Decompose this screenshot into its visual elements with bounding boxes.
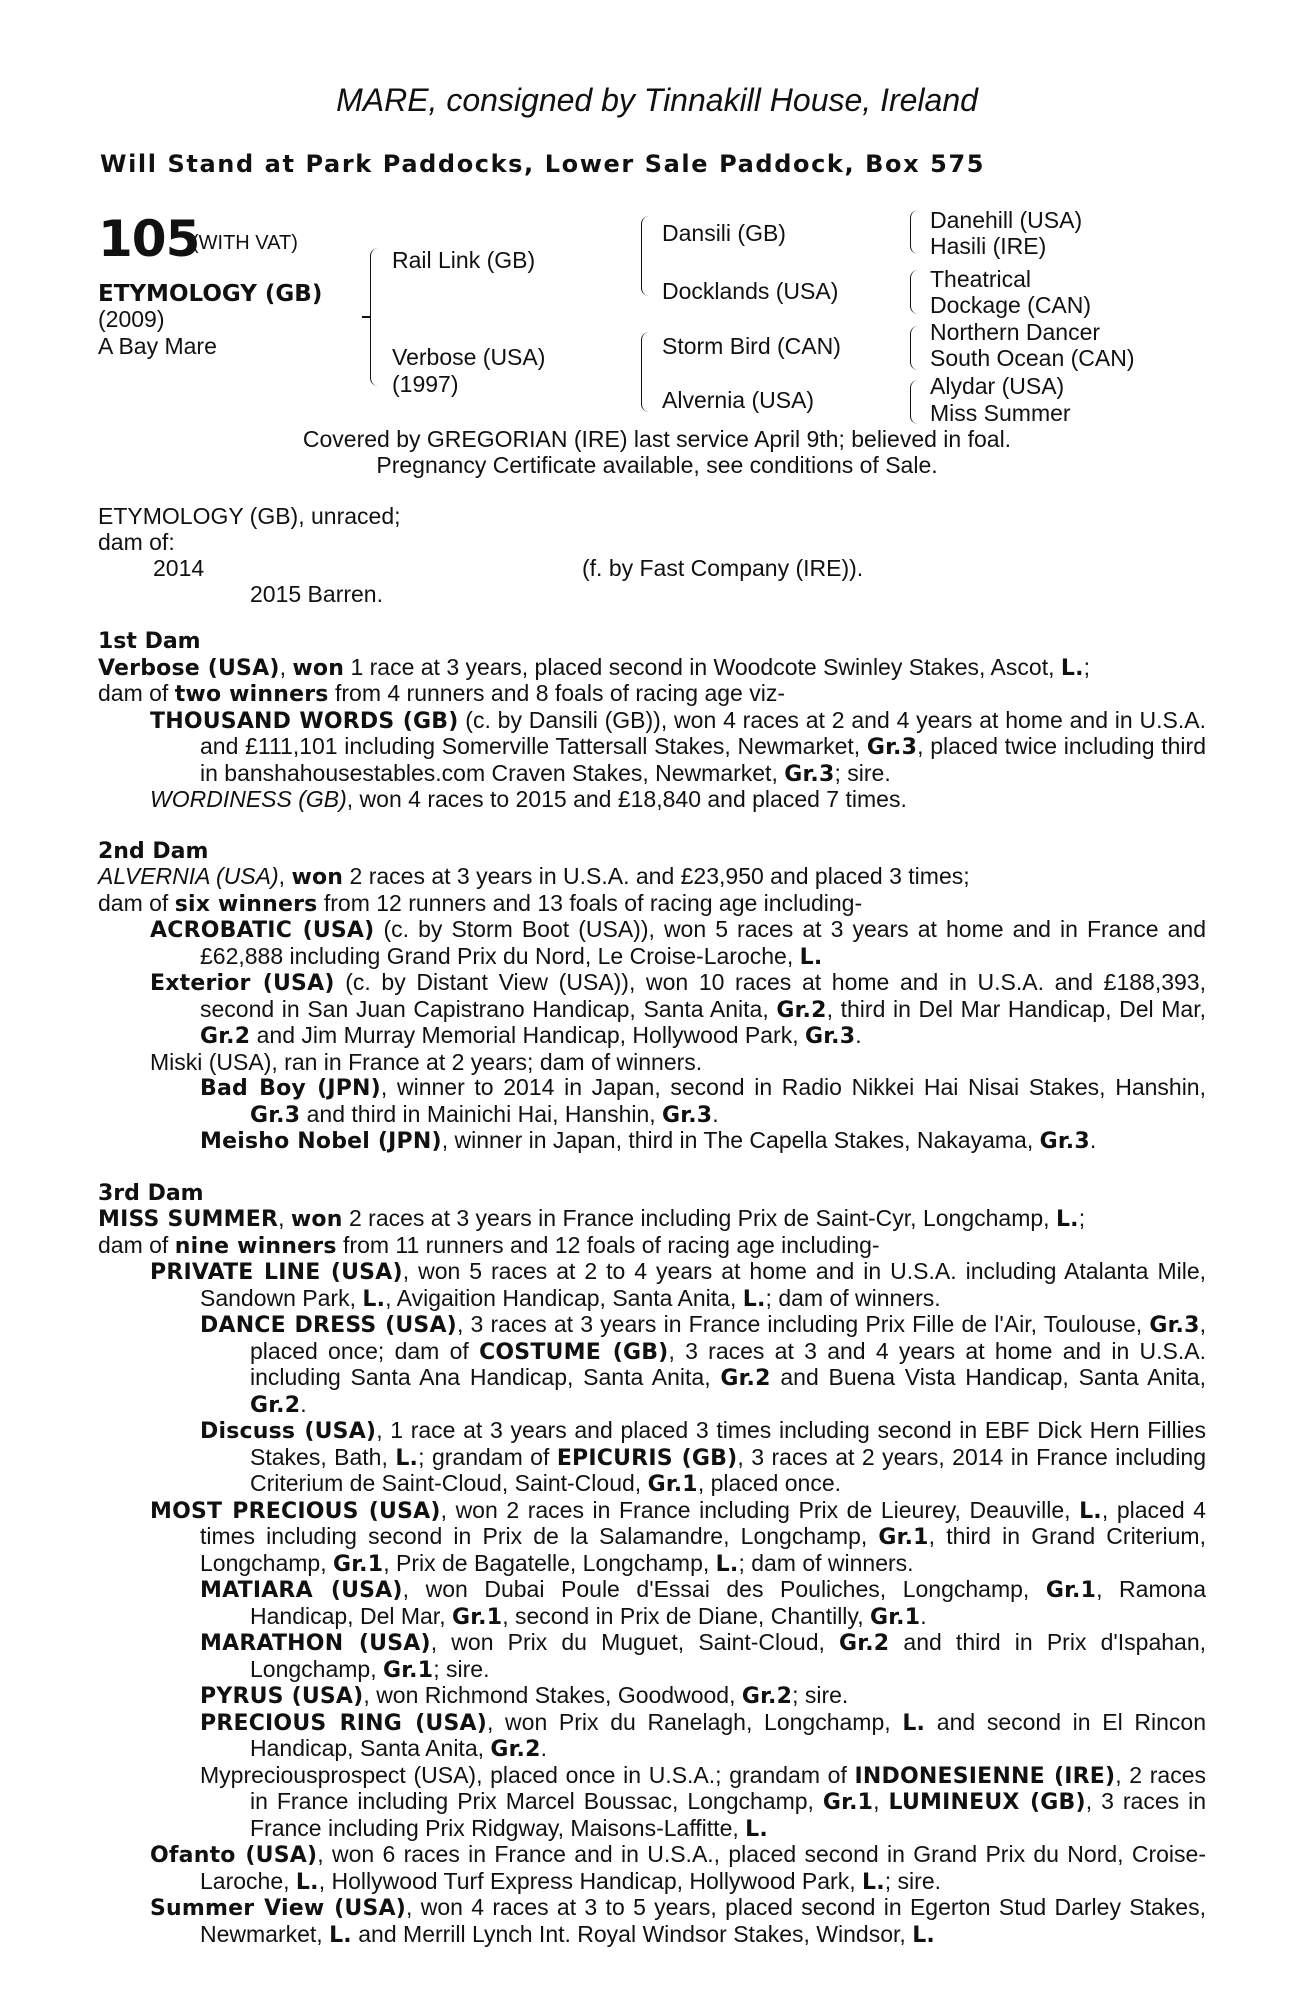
progeny-entry	[98, 1895, 1206, 1948]
pedigree-brace-g4	[910, 380, 918, 424]
text: , winner in Japan, third in The Capella Stakes, Nakayama,	[441, 1127, 1040, 1153]
text: ,	[873, 1788, 889, 1814]
text: , 1 race at 3 years and placed 3 times including second in EBF Dick Hern Fillies Stakes, Bath,	[250, 1417, 1206, 1470]
stand-location: Will Stand at Park Paddocks, Lower Sale Paddock, Box 575	[100, 150, 986, 178]
pedigree-dam-year: (1997)	[392, 371, 459, 397]
third-dam-produce-summary	[98, 1233, 1206, 1260]
grade: Gr.3	[866, 735, 918, 760]
progeny-name: THOUSAND WORDS (GB)	[150, 708, 459, 734]
text: ; sire.	[433, 1655, 490, 1682]
text: dam of	[98, 889, 175, 916]
grand-progeny-entry	[98, 1312, 1206, 1418]
grand-progeny-entry	[98, 1128, 1206, 1155]
progeny-name: INDONESIENNE (IRE)	[854, 1763, 1116, 1789]
text: ;	[1078, 1205, 1086, 1231]
progeny-entry	[98, 708, 1206, 788]
progeny-name: Exterior (USA)	[150, 971, 335, 996]
progeny-entry	[98, 1842, 1206, 1895]
text: , won Prix du Muguet, Saint-Cloud,	[430, 1629, 840, 1655]
text: , Avigaition Handicap, Santa Anita,	[385, 1284, 743, 1311]
text: .	[855, 1022, 862, 1048]
text: ;	[1083, 653, 1091, 680]
text: , placed once.	[697, 1470, 842, 1496]
text: , won Prix du Ranelagh, Longchamp,	[486, 1708, 903, 1735]
grade: Gr.1	[647, 1472, 698, 1497]
pedigree-g7: Alydar (USA)	[930, 373, 1065, 399]
text: and Jim Murray Memorial Handicap, Hollywood Park,	[250, 1022, 806, 1048]
progeny-entry	[98, 917, 1206, 970]
third-dam-record	[98, 1206, 1206, 1233]
dam-sections	[98, 628, 1206, 1948]
grade: Gr.1	[1045, 1578, 1097, 1603]
text: ; dam of winners.	[765, 1284, 941, 1311]
progeny-name: MATIARA (USA)	[200, 1578, 403, 1603]
pedigree-brace-dam	[641, 332, 650, 412]
third-dam-title: 3rd Dam	[98, 1180, 204, 1206]
text: , Prix de Bagatelle, Longchamp,	[383, 1549, 716, 1576]
text: , won 4 races at 3 to 5 years, placed second in Egerton Stud Darley Stakes, Newmarket,	[200, 1894, 1206, 1947]
grade: Gr.3	[662, 1102, 713, 1128]
progeny-name: ACROBATIC (USA)	[150, 918, 375, 943]
text: .	[920, 1602, 927, 1629]
text: ; dam of winners.	[738, 1549, 914, 1576]
progeny-entry	[98, 1050, 1206, 1076]
text-sep: ,	[278, 863, 292, 889]
grade: Gr.3	[805, 1024, 856, 1049]
grand-progeny-entry	[98, 1710, 1206, 1763]
text: , 3 races at 2 years, 2014 in France including Criterium de Saint-Cloud, Saint-Cloud,	[250, 1443, 1206, 1496]
pedigree-g8: Miss Summer	[930, 400, 1071, 426]
consignor-heading: MARE, consigned by Tinnakill House, Ireland	[336, 82, 978, 118]
grade: Gr.1	[870, 1604, 921, 1630]
grade: L.	[1055, 1207, 1079, 1232]
grade: L.	[861, 1869, 885, 1895]
text: .	[712, 1100, 719, 1127]
text: and Merrill Lynch Int. Royal Windsor Stakes, Windsor,	[351, 1920, 913, 1947]
text: from 4 runners and 8 foals of racing age viz-	[328, 680, 785, 706]
text: , won 6 races in France and in U.S.A., placed second in Grand Prix du Nord, Croise-Laroche,	[200, 1841, 1206, 1894]
horse-description: A Bay Mare	[98, 333, 217, 359]
pedigree-dam-dam: Alvernia (USA)	[662, 387, 815, 413]
grand-progeny-entry	[98, 1577, 1206, 1630]
progeny-name: DANCE DRESS (USA)	[200, 1313, 457, 1338]
produce-dam-of: dam of:	[98, 529, 175, 555]
text: .	[540, 1735, 548, 1761]
dam-name: MISS SUMMER	[98, 1207, 279, 1232]
pedigree-brace-sire	[641, 216, 650, 296]
vat-label: (WITH VAT)	[192, 232, 298, 254]
text: and third in Mainichi Hai, Hanshin,	[300, 1100, 663, 1127]
progeny-name: Bad Boy (JPN)	[200, 1076, 381, 1101]
first-dam-section	[98, 628, 1206, 813]
text: (c. by Dansili (GB)), won 4 races at 2 and 4 years at home and in U.S.A. and £111,101 including Somerville Tattersall Stakes, Newmarket,	[200, 706, 1206, 759]
winners-count: nine winners	[174, 1233, 337, 1259]
text: dam of	[98, 680, 175, 706]
grade: L.	[715, 1551, 739, 1577]
progeny-name: PYRUS (USA)	[200, 1684, 364, 1709]
grand-progeny-entry	[98, 1630, 1206, 1683]
grade: Gr.3	[1039, 1129, 1090, 1154]
winners-count: six winners	[174, 891, 318, 917]
text: from 11 runners and 12 foals of racing age including-	[336, 1231, 880, 1258]
grade: Gr.2	[776, 997, 827, 1023]
text: , winner to 2014 in Japan, second in Radio Nikkei Hai Nisai Stakes, Hanshin,	[380, 1074, 1206, 1100]
pedigree-brace-main	[370, 248, 379, 386]
text: , placed twice including third in banshahousestables.com Craven Stakes, Newmarket,	[200, 733, 1206, 786]
progeny-entry	[98, 787, 1206, 813]
pregnancy-line: Pregnancy Certificate available, see conditions of Sale.	[376, 452, 938, 478]
text: ; grandam of	[418, 1443, 557, 1470]
dam-name: ALVERNIA (USA)	[98, 863, 279, 889]
text: 1 race at 3 years, placed second in Woodcote Swinley Stakes, Ascot,	[344, 653, 1061, 680]
pedigree-g6: South Ocean (CAN)	[930, 345, 1135, 371]
grade: L.	[742, 1286, 766, 1312]
progeny-entry	[98, 1498, 1206, 1578]
lot-number: 105	[98, 210, 200, 268]
text: from 12 runners and 13 foals of racing age including-	[317, 889, 863, 916]
text: ; sire.	[884, 1867, 941, 1894]
text: , won 5 races at 2 to 4 years at home and in U.S.A. including Atalanta Mile, Sandown Park,	[200, 1258, 1207, 1311]
grade: L.	[395, 1445, 419, 1471]
text: Mypreciousprospect (USA), placed once in U.S.A.; grandam of	[200, 1761, 855, 1788]
text: and third in Prix d'Ispahan, Longchamp,	[250, 1629, 1207, 1682]
text: 2 races at 3 years in U.S.A. and £23,950 and placed 3 times;	[343, 863, 970, 889]
text: , 3 races in France including Prix Ridgway, Maisons-Laffitte,	[250, 1788, 1207, 1841]
text: ; sire.	[792, 1682, 849, 1708]
second-dam-record	[98, 864, 1206, 891]
pedigree-g3: Theatrical	[930, 266, 1031, 292]
grade: Gr.2	[200, 1024, 251, 1049]
text: (c. by Distant View (USA)), won 10 races at home and in U.S.A. and £188,393, second in San Juan Capistrano Handicap, Santa Anita,	[200, 969, 1206, 1022]
grade: Gr.1	[451, 1604, 503, 1630]
text: 2 races at 3 years in France including Prix de Saint-Cyr, Longchamp,	[342, 1205, 1056, 1231]
pedigree-dam-sire: Storm Bird (CAN)	[662, 333, 841, 359]
first-dam-record	[98, 655, 1206, 682]
text: , third in Grand Criterium, Longchamp,	[200, 1523, 1206, 1576]
grand-progeny-entry	[98, 1763, 1206, 1843]
won-label: won	[292, 655, 345, 681]
grade: L.	[912, 1922, 935, 1948]
progeny-name: PRECIOUS RING (USA)	[200, 1710, 487, 1736]
text: Miski (USA), ran in France at 2 years; dam of winners.	[150, 1048, 703, 1075]
grade: L.	[902, 1710, 926, 1736]
text: .	[1089, 1127, 1097, 1153]
grade: Gr.1	[382, 1657, 434, 1683]
horse-name: ETYMOLOGY (GB)	[98, 281, 323, 307]
grand-progeny-entry	[98, 1075, 1206, 1128]
progeny-name: WORDINESS (GB)	[150, 786, 347, 812]
grade: Gr.1	[878, 1525, 929, 1550]
grade: L.	[295, 1869, 319, 1895]
third-dam-section	[98, 1180, 1206, 1949]
grade: Gr.3	[1149, 1313, 1200, 1338]
pedigree-sire-sire: Dansili (GB)	[662, 220, 786, 246]
text-sep: ,	[278, 1205, 291, 1231]
produce-foal-2014: (f. by Fast Company (IRE)).	[582, 555, 864, 581]
pedigree-sire: Rail Link (GB)	[392, 247, 536, 273]
section-gap	[98, 813, 1206, 838]
text: and Buena Vista Handicap, Santa Anita,	[770, 1364, 1206, 1390]
text: , 2 races in France including Prix Marcel Boussac, Longchamp,	[250, 1761, 1206, 1814]
produce-year-2014: 2014	[153, 555, 205, 581]
produce-intro: ETYMOLOGY (GB), unraced;	[98, 503, 401, 529]
text: dam of	[98, 1231, 175, 1258]
grade: Gr.3	[250, 1102, 301, 1128]
grade: Gr.2	[741, 1684, 793, 1709]
text: , won Richmond Stakes, Goodwood,	[363, 1682, 742, 1708]
text: , placed 4 times including second in Prix de la Salamandre, Longchamp,	[200, 1496, 1206, 1549]
text: , won Dubai Poule d'Essai des Pouliches, Longchamp,	[402, 1576, 1046, 1602]
text: , Hollywood Turf Express Handicap, Hollywood Park,	[318, 1867, 862, 1894]
progeny-name: MOST PRECIOUS (USA)	[150, 1498, 441, 1524]
text: , 3 races at 3 and 4 years at home and in U.S.A. including Santa Ana Handicap, Santa Anita,	[250, 1337, 1206, 1390]
grade: L.	[799, 944, 823, 970]
text: .	[300, 1390, 307, 1417]
grade: L.	[1079, 1498, 1102, 1524]
progeny-entry	[98, 1259, 1206, 1312]
text: , won 2 races in France including Prix de Lieurey, Deauville,	[440, 1496, 1080, 1523]
text: ; sire.	[834, 759, 891, 786]
won-label: won	[290, 1207, 343, 1232]
pedigree-brace-g1	[910, 210, 918, 254]
grade: Gr.3	[784, 761, 835, 787]
text-sep: ,	[279, 653, 293, 680]
text: (c. by Storm Boot (USA)), won 5 races at 3 years at home and in France and £62,888 including Grand Prix du Nord, Le Croise-Laroche,	[200, 916, 1206, 969]
text: , third in Del Mar Handicap, Del Mar,	[826, 995, 1206, 1022]
text: , won 4 races to 2015 and £18,840 and placed 7 times.	[346, 786, 907, 812]
grade: Gr.1	[822, 1790, 874, 1815]
text: , Ramona Handicap, Del Mar,	[250, 1576, 1206, 1629]
pedigree-dam: Verbose (USA)	[392, 344, 546, 370]
pedigree-brace-g3	[910, 326, 918, 370]
won-label: won	[291, 865, 344, 890]
pedigree-sire-dam: Docklands (USA)	[662, 278, 839, 304]
horse-year: (2009)	[98, 306, 165, 332]
pedigree-g4: Dockage (CAN)	[930, 292, 1092, 318]
progeny-name: Ofanto (USA)	[150, 1843, 318, 1868]
section-gap	[98, 1155, 1206, 1180]
progeny-entry	[98, 970, 1206, 1050]
dam-name: Verbose (USA)	[98, 655, 280, 681]
second-dam-produce-summary	[98, 891, 1206, 918]
grand-progeny-entry	[98, 1418, 1206, 1498]
first-dam-produce-summary	[98, 681, 1206, 708]
grade: L.	[745, 1816, 768, 1842]
grade: Gr.2	[250, 1392, 301, 1418]
text: , second in Prix de Diane, Chantilly,	[502, 1602, 870, 1629]
progeny-name: Discuss (USA)	[200, 1419, 377, 1444]
produce-2015: 2015 Barren.	[250, 581, 383, 607]
pedigree-brace-g2	[910, 270, 918, 314]
grade: Gr.2	[720, 1366, 771, 1391]
grade: L.	[1060, 655, 1084, 681]
second-dam-section	[98, 838, 1206, 1155]
grade: Gr.2	[839, 1631, 890, 1656]
text: , 3 races at 3 years in France including Prix Fille de l'Air, Toulouse,	[456, 1311, 1150, 1337]
grade: Gr.1	[332, 1551, 384, 1577]
progeny-name: LUMINEUX (GB)	[888, 1790, 1086, 1815]
pedigree-brace-tick	[362, 316, 370, 318]
text: and second in El Rincon Handicap, Santa Anita,	[250, 1708, 1206, 1761]
progeny-name: EPICURIS (GB)	[556, 1445, 738, 1471]
progeny-name: Summer View (USA)	[150, 1896, 406, 1921]
grade: L.	[362, 1286, 386, 1312]
first-dam-title: 1st Dam	[98, 629, 201, 654]
pedigree-g2: Hasili (IRE)	[930, 233, 1047, 259]
winners-count: two winners	[174, 682, 329, 707]
grade: L.	[329, 1922, 352, 1948]
pedigree-g1: Danehill (USA)	[930, 207, 1083, 233]
covered-line: Covered by GREGORIAN (IRE) last service April 9th; believed in foal.	[302, 426, 1012, 452]
grade: Gr.2	[490, 1737, 541, 1762]
progeny-name: Meisho Nobel (JPN)	[200, 1129, 442, 1154]
second-dam-title: 2nd Dam	[98, 838, 209, 864]
text: , placed once; dam of	[250, 1311, 1206, 1364]
grand-progeny-entry	[98, 1683, 1206, 1710]
progeny-name: MARATHON (USA)	[200, 1631, 431, 1656]
progeny-name: COSTUME (GB)	[479, 1339, 669, 1365]
progeny-name: PRIVATE LINE (USA)	[150, 1260, 403, 1285]
pedigree-g5: Northern Dancer	[930, 319, 1101, 345]
